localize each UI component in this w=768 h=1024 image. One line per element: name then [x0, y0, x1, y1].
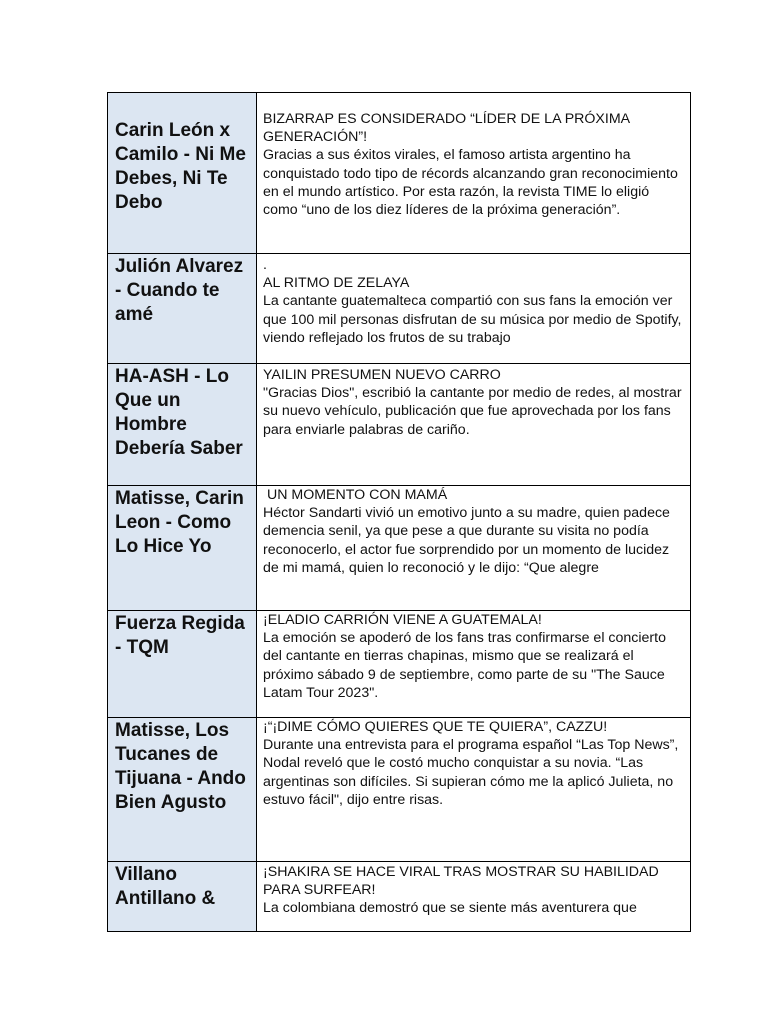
song-title: Matisse, Carin Leon - Como Lo Hice Yo	[115, 488, 244, 557]
song-title: Carin León x Camilo - Ni Me Debes, Ni Te Debo	[115, 120, 246, 213]
news-headline: UN MOMENTO CON MAMÁ	[263, 487, 448, 503]
table-row	[108, 718, 691, 862]
news-body: Gracias a sus éxitos virales, el famoso artista argentino ha conquistado todo tipo de récords alcanzando gran reconocimiento en el mundo artístico. Por esta razón, la revista TIME lo eligió como “uno de los diez líderes de la próxima generación”.	[263, 147, 678, 219]
table-row	[108, 254, 691, 364]
song-title: HA-ASH - Lo Que un Hombre Debería Saber	[115, 366, 243, 459]
song-cell	[108, 254, 257, 364]
table-row	[108, 611, 691, 718]
news-body: "Gracias Dios", escribió la cantante por medio de redes, al mostrar su nuevo vehículo, publicación que fue aprovechada por los fans para enviarle palabras de cariño.	[263, 385, 682, 438]
news-prefix: .	[263, 257, 267, 273]
song-cell	[108, 611, 257, 718]
news-headline: BIZARRAP ES CONSIDERADO “LÍDER DE LA PRÓXIMA GENERACIÓN”!	[263, 111, 630, 146]
table-row	[108, 364, 691, 486]
news-cell	[257, 718, 691, 862]
news-body: La cantante guatemalteca compartió con sus fans la emoción ver que 100 mil personas disfrutan de su música por medio de Spotify, viendo reflejado los frutos de su trabajo	[263, 293, 682, 346]
news-headline: YAILIN PRESUMEN NUEVO CARRO	[263, 367, 501, 383]
news-cell	[257, 254, 691, 364]
song-cell	[108, 862, 257, 932]
news-cell	[257, 862, 691, 932]
song-cell	[108, 486, 257, 611]
news-cell	[257, 486, 691, 611]
news-cell	[257, 611, 691, 718]
news-body: La emoción se apoderó de los fans tras confirmarse el concierto del cantante en tierras chapinas, mismo que se realizará el próximo sábado 9 de septiembre, como parte de su "The Sauce Latam Tour 2023".	[263, 630, 666, 701]
news-body: Héctor Sandarti vivió un emotivo junto a su madre, quien padece demencia senil, ya que pese a que durante su visita no podía reconocerlo, el actor fue sorprendido por un momento de lucidez de mi mamá, quien lo reconoció y le dijo: “Que alegre	[263, 505, 670, 576]
news-headline: ¡ELADIO CARRIÓN VIENE A GUATEMALA!	[263, 612, 542, 628]
song-title: Fuerza Regida - TQM	[115, 613, 245, 658]
song-cell	[108, 364, 257, 486]
song-cell	[108, 93, 257, 254]
news-body: La colombiana demostró que se siente más aventurera que	[263, 900, 637, 917]
table-row	[108, 486, 691, 611]
song-title: Villano Antillano &	[115, 864, 216, 909]
song-cell	[108, 718, 257, 862]
news-headline: ¡SHAKIRA SE HACE VIRAL TRAS MOSTRAR SU HABILIDAD PARA SURFEAR!	[263, 864, 659, 899]
news-cell	[257, 93, 691, 254]
news-cell	[257, 364, 691, 486]
news-headline: AL RITMO DE ZELAYA	[263, 275, 410, 292]
table-row	[108, 93, 691, 254]
songs-news-table	[107, 92, 691, 932]
song-title: Matisse, Los Tucanes de Tijuana - Ando Bien Agusto	[115, 720, 246, 813]
song-title: Julión Alvarez - Cuando te amé	[115, 256, 244, 325]
news-headline: ¡“¡DIME CÓMO QUIERES QUE TE QUIERA”, CAZZU!	[263, 719, 608, 735]
news-body: Durante una entrevista para el programa español “Las Top News”, Nodal reveló que le costó mucho conquistar a su novia. “Las argentinas son difíciles. Si supieran cómo me la aplicó Julieta, no estuvo fácil", dijo entre risas.	[263, 737, 679, 808]
table-row	[108, 862, 691, 932]
